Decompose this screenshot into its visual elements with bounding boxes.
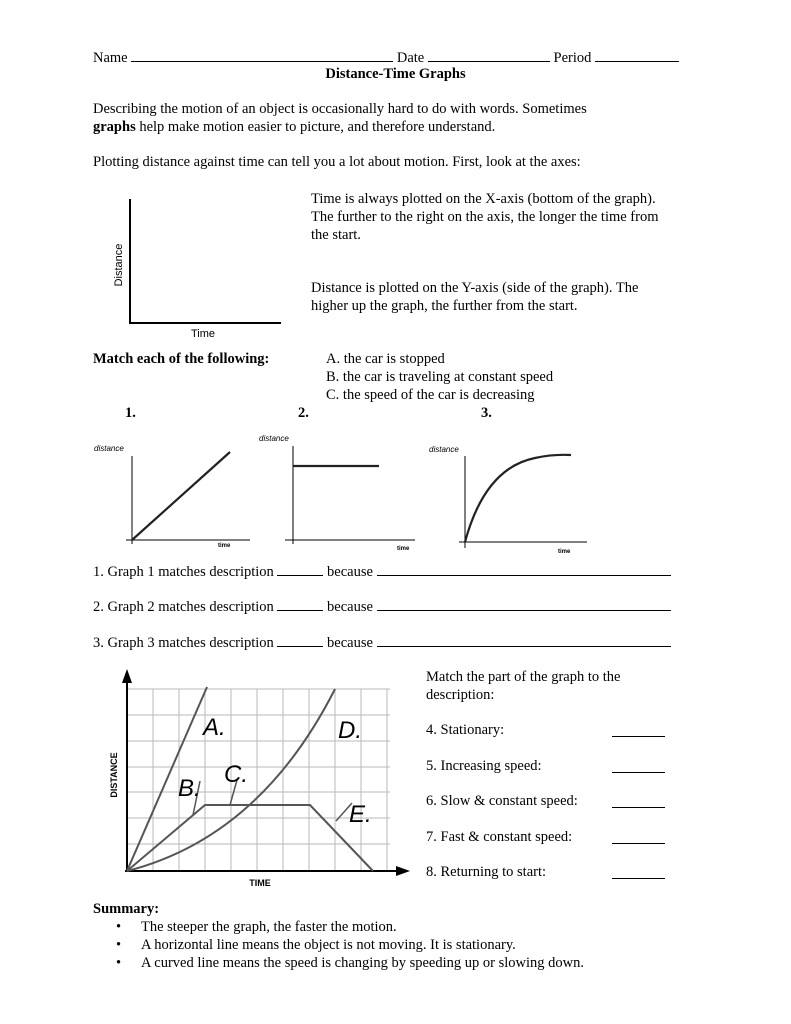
question-1 <box>93 561 671 581</box>
period-blank[interactable] <box>595 47 679 62</box>
summary-heading: Summary: <box>93 901 160 917</box>
mini-graph-1 <box>88 436 253 554</box>
question-3-text: 3. Graph 3 matches description <box>93 635 274 651</box>
mini-graph-3 <box>425 438 590 558</box>
question-2-text: 2. Graph 2 matches description <box>93 599 274 615</box>
part-item-8-blank[interactable] <box>612 864 665 879</box>
match-parts-intro-2: description: <box>426 687 495 703</box>
axes-y-label: Distance <box>113 243 125 287</box>
intro-line-2 <box>93 118 495 136</box>
part-item-4-blank[interactable] <box>612 722 665 737</box>
header-line <box>93 47 679 67</box>
question-1-text: 1. Graph 1 matches description <box>93 564 274 580</box>
mini-graph-1-x-label: time <box>218 543 231 549</box>
time-text-3: the start. <box>311 227 361 243</box>
label-d: D. <box>338 717 362 744</box>
part-item-6: 6. Slow & constant speed: <box>426 793 578 809</box>
mini-graph-3-y-label: distance <box>429 445 459 454</box>
mini-graph-2-x-label: time <box>397 546 410 552</box>
mini-graph-3-x-label: time <box>558 549 571 555</box>
match-parts-intro-1: Match the part of the graph to the <box>426 669 621 685</box>
big-graph-y-arrow <box>122 669 132 683</box>
summary-bullet-2: • A horizontal line means the object is not moving. It is stationary. <box>116 936 584 954</box>
part-item-4: 4. Stationary: <box>426 722 505 738</box>
question-3 <box>93 632 671 652</box>
date-label: Date <box>396 50 425 66</box>
time-text-2: The further to the right on the axis, the longer the time from <box>311 209 659 225</box>
axes-figure <box>100 195 290 340</box>
part-item-7-blank[interactable] <box>612 829 665 844</box>
big-graph-x-arrow <box>396 866 410 876</box>
question-1-answer-blank[interactable] <box>277 561 323 576</box>
mini-graph-2 <box>255 428 420 553</box>
mini-graph-3-curve <box>465 455 571 542</box>
label-a: A. <box>203 714 226 741</box>
date-blank[interactable] <box>428 47 550 62</box>
option-c: C. the speed of the car is decreasing <box>326 387 535 403</box>
question-2-answer-blank[interactable] <box>277 596 323 611</box>
name-label: Name <box>93 50 128 66</box>
axes-x-label: Time <box>190 328 216 340</box>
graph-number-3: 3. <box>481 405 492 421</box>
intro-line-1: Describing the motion of an object is occasionally hard to do with words. Sometimes <box>93 101 587 117</box>
label-b: B. <box>178 775 201 802</box>
question-2-because: because <box>327 599 373 615</box>
option-b: B. the car is traveling at constant speed <box>326 369 554 385</box>
mini-graph-1-y-label: distance <box>94 444 124 453</box>
label-c: C. <box>224 761 248 788</box>
option-a: A. the car is stopped <box>326 351 445 367</box>
question-1-because: because <box>327 564 373 580</box>
summary-list <box>116 918 584 972</box>
big-graph-x-label: TIME <box>249 878 271 888</box>
label-e: E. <box>349 801 372 828</box>
page-title: Distance-Time Graphs <box>325 66 466 82</box>
time-text-1: Time is always plotted on the X-axis (bottom of the graph). <box>311 191 656 207</box>
intro-line-3: Plotting distance against time can tell you a lot about motion. First, look at the axes: <box>93 154 581 170</box>
big-graph <box>100 667 415 892</box>
part-item-8: 8. Returning to start: <box>426 864 547 880</box>
graph-number-1: 1. <box>125 405 136 421</box>
question-2-reason-blank[interactable] <box>377 596 671 611</box>
part-item-7: 7. Fast & constant speed: <box>426 829 573 845</box>
segment-b-c-e-path <box>127 805 373 871</box>
part-item-5: 5. Increasing speed: <box>426 758 542 774</box>
intro-line-2-rest: help make motion easier to picture, and therefore understand. <box>135 119 496 135</box>
summary-bullet-1: • The steeper the graph, the faster the motion. <box>116 918 584 936</box>
part-item-5-blank[interactable] <box>612 758 665 773</box>
distance-text-2: higher up the graph, the further from the start. <box>311 298 578 314</box>
mini-graph-2-y-label: distance <box>259 434 289 443</box>
graph-number-2: 2. <box>298 405 309 421</box>
big-graph-y-label: DISTANCE <box>109 752 119 798</box>
match-heading: Match each of the following: <box>93 351 270 367</box>
mini-graph-1-line <box>132 452 230 540</box>
name-blank[interactable] <box>131 47 393 62</box>
period-label: Period <box>553 50 592 66</box>
distance-text-1: Distance is plotted on the Y-axis (side of the graph). The <box>311 280 639 296</box>
part-item-6-blank[interactable] <box>612 793 665 808</box>
summary-bullet-3: • A curved line means the speed is changing by speeding up or slowing down. <box>116 954 584 972</box>
question-3-answer-blank[interactable] <box>277 632 323 647</box>
question-1-reason-blank[interactable] <box>377 561 671 576</box>
question-3-because: because <box>327 635 373 651</box>
graphs-bold: graphs <box>93 119 136 135</box>
question-3-reason-blank[interactable] <box>377 632 671 647</box>
question-2 <box>93 596 671 616</box>
